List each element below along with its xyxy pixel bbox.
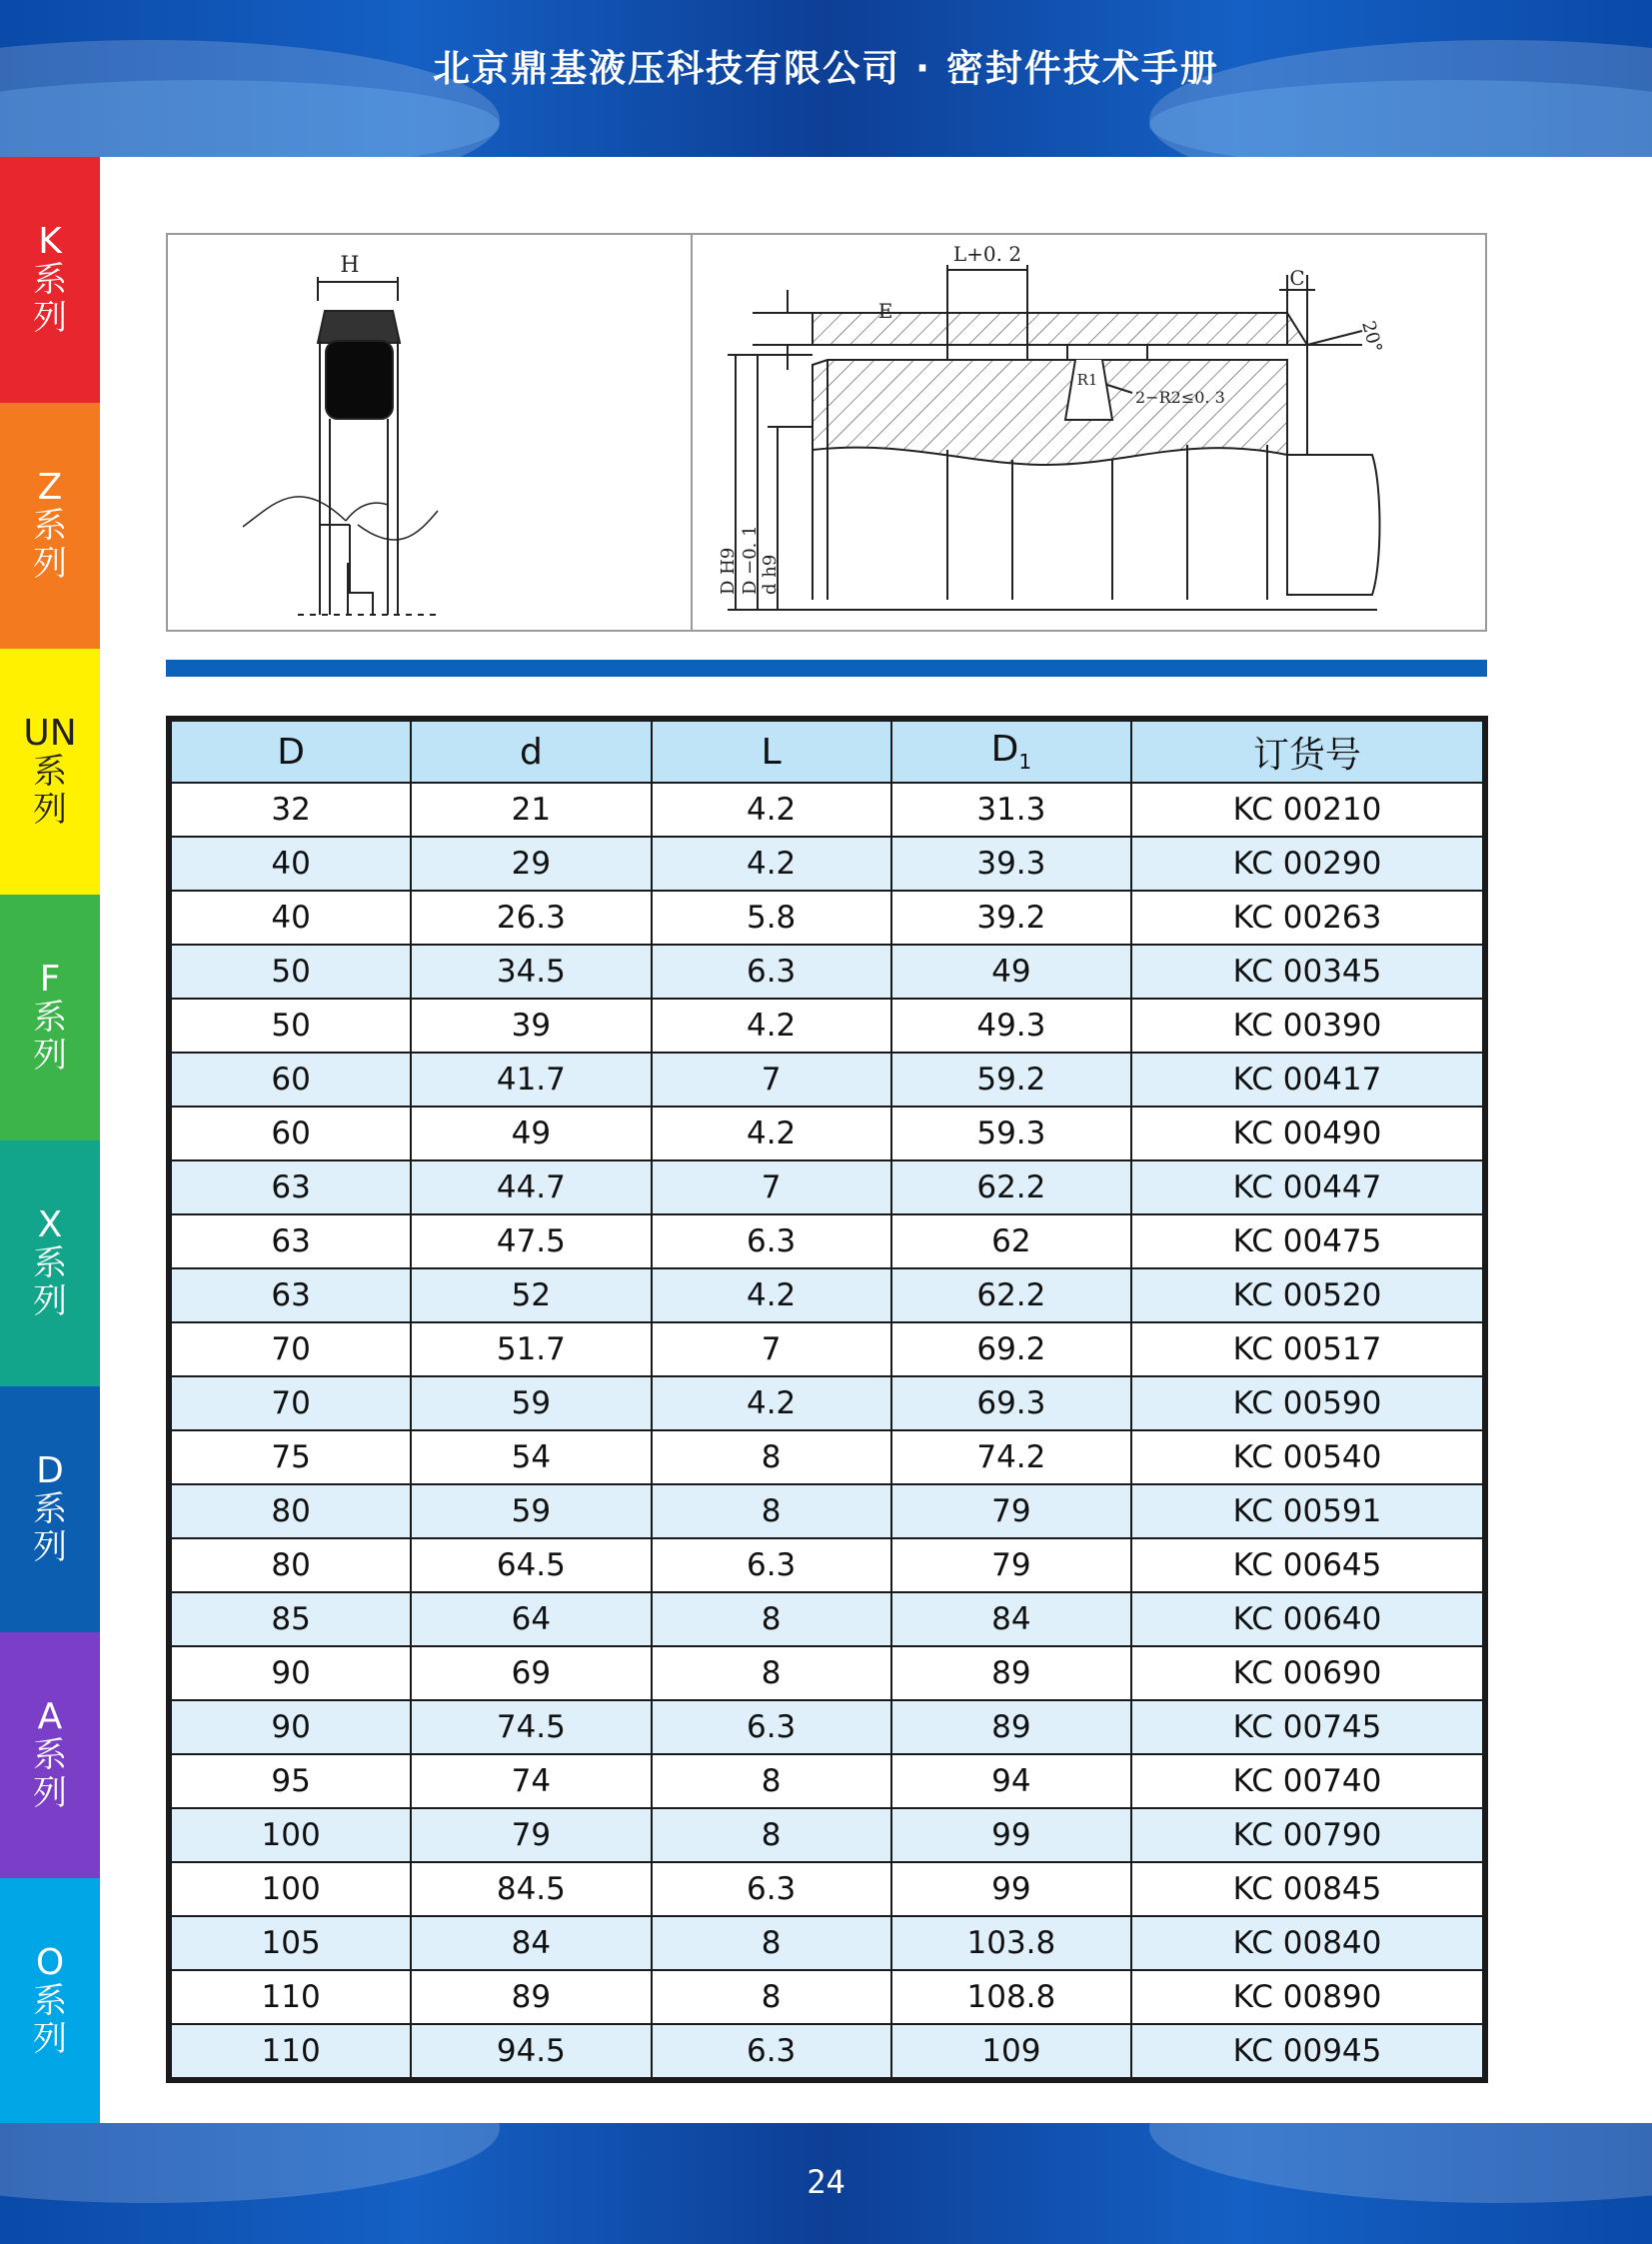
table-cell: 74.5 <box>411 1700 651 1754</box>
table-cell: 40 <box>171 837 411 891</box>
table-cell: 100 <box>171 1808 411 1862</box>
table-cell: 7 <box>652 1160 891 1214</box>
label-c: C <box>1289 266 1305 290</box>
table-row <box>171 1754 1483 1808</box>
table-cell: 47.5 <box>411 1214 651 1268</box>
tab-text-1: 系 <box>33 998 67 1038</box>
table-row <box>171 1107 1483 1160</box>
table-cell: 8 <box>652 1970 891 2024</box>
table-cell: 59 <box>411 1376 651 1430</box>
table-cell: 80 <box>171 1538 411 1592</box>
table-cell: 80 <box>171 1484 411 1538</box>
tab-text-2: 列 <box>33 544 67 584</box>
table-cell: 32 <box>171 783 411 837</box>
table-row <box>171 783 1483 837</box>
table-cell: 69 <box>411 1646 651 1700</box>
tab-text-1: 系 <box>33 1981 67 2021</box>
table-cell: KC 00447 <box>1131 1160 1483 1214</box>
table-row <box>171 1970 1483 2024</box>
table-cell: 60 <box>171 1107 411 1160</box>
table-cell: 44.7 <box>411 1160 651 1214</box>
table-cell: 41.7 <box>411 1053 651 1107</box>
table-cell: 75 <box>171 1430 411 1484</box>
table-cell: 39.3 <box>891 837 1131 891</box>
table-cell: 8 <box>652 1646 891 1700</box>
tab-letter: X <box>37 1204 63 1245</box>
page-header <box>0 0 1652 157</box>
label-r2: 2−R2≤0. 3 <box>1135 388 1225 407</box>
page-number: 24 <box>807 2163 845 2201</box>
table-cell: 79 <box>891 1484 1131 1538</box>
label-angle: 20° <box>1357 318 1386 356</box>
tab-text-2: 列 <box>33 790 67 830</box>
label-h: H <box>340 253 360 278</box>
table-cell: 62.2 <box>891 1268 1131 1322</box>
table-cell: 49 <box>411 1107 651 1160</box>
table-cell: 84.5 <box>411 1862 651 1916</box>
label-l: L+0. 2 <box>952 242 1022 266</box>
table-cell: 6.3 <box>652 1862 891 1916</box>
table-cell: 69.3 <box>891 1376 1131 1430</box>
table-cell: 51.7 <box>411 1322 651 1376</box>
tab-letter: F <box>39 959 61 1000</box>
table-cell: 90 <box>171 1700 411 1754</box>
table-cell: 4.2 <box>652 1376 891 1430</box>
table-cell: 105 <box>171 1916 411 1970</box>
table-cell: KC 00475 <box>1131 1214 1483 1268</box>
tab-letter: D <box>36 1450 64 1491</box>
drawing-svg <box>168 235 1487 632</box>
tab-letter: Z <box>37 467 63 508</box>
table-row <box>171 1700 1483 1754</box>
table-cell: 74.2 <box>891 1430 1131 1484</box>
table-row <box>171 1430 1483 1484</box>
table-cell: KC 00645 <box>1131 1538 1483 1592</box>
table-cell: KC 00591 <box>1131 1484 1483 1538</box>
table-cell: 59.3 <box>891 1107 1131 1160</box>
tab-text-1: 系 <box>33 260 67 300</box>
tab-text-1: 系 <box>33 1243 67 1283</box>
tab-text-2: 列 <box>33 1773 67 1813</box>
table-cell: 26.3 <box>411 891 651 945</box>
table-cell: 39 <box>411 999 651 1053</box>
table-cell: 90 <box>171 1646 411 1700</box>
table-cell: KC 00520 <box>1131 1268 1483 1322</box>
tab-k-series[interactable] <box>0 157 100 403</box>
table-cell: 89 <box>891 1646 1131 1700</box>
table-cell: 110 <box>171 1970 411 2024</box>
table-cell: 103.8 <box>891 1916 1131 1970</box>
table-cell: 4.2 <box>652 783 891 837</box>
table-cell: 108.8 <box>891 1970 1131 2024</box>
tab-text-1: 系 <box>33 1735 67 1775</box>
table-cell: 64.5 <box>411 1538 651 1592</box>
table-cell: 59.2 <box>891 1053 1131 1107</box>
tab-letter: UN <box>23 713 77 754</box>
table-cell: 6.3 <box>652 1538 891 1592</box>
table-cell: KC 00745 <box>1131 1700 1483 1754</box>
table-row <box>171 1862 1483 1916</box>
seal-technical-drawing <box>166 233 1487 632</box>
table-cell: KC 00845 <box>1131 1862 1483 1916</box>
table-cell: KC 00590 <box>1131 1376 1483 1430</box>
tab-text-2: 列 <box>33 1527 67 1567</box>
table-cell: 29 <box>411 837 651 891</box>
table-row <box>171 1053 1483 1107</box>
tab-f-series[interactable] <box>0 895 100 1140</box>
table-cell: 49 <box>891 945 1131 999</box>
table-row <box>171 1376 1483 1430</box>
table-cell: 8 <box>652 1484 891 1538</box>
table-cell: 6.3 <box>652 1214 891 1268</box>
table-row <box>171 2024 1483 2078</box>
table-cell: KC 00640 <box>1131 1592 1483 1646</box>
table-row <box>171 891 1483 945</box>
table-cell: 70 <box>171 1322 411 1376</box>
tab-text-2: 列 <box>33 2019 67 2059</box>
table-cell: 109 <box>891 2024 1131 2078</box>
table-cell: 89 <box>891 1700 1131 1754</box>
table-cell: KC 00945 <box>1131 2024 1483 2078</box>
table-cell: 84 <box>411 1916 651 1970</box>
page-footer <box>0 2123 1652 2244</box>
table-cell: 8 <box>652 1430 891 1484</box>
table-cell: 8 <box>652 1592 891 1646</box>
tab-text-2: 列 <box>33 298 67 338</box>
table-cell: 39.2 <box>891 891 1131 945</box>
table-row <box>171 1484 1483 1538</box>
table-row <box>171 945 1483 999</box>
table-cell: KC 00490 <box>1131 1107 1483 1160</box>
table-row <box>171 1160 1483 1214</box>
table-row <box>171 1214 1483 1268</box>
table-cell: KC 00890 <box>1131 1970 1483 2024</box>
table-cell: KC 00690 <box>1131 1646 1483 1700</box>
series-sidebar <box>0 157 100 2156</box>
table-cell: 100 <box>171 1862 411 1916</box>
seal-profile <box>243 277 438 615</box>
table-cell: 84 <box>891 1592 1131 1646</box>
table-row <box>171 1808 1483 1862</box>
table-cell: 8 <box>652 1808 891 1862</box>
table-cell: 64 <box>411 1592 651 1646</box>
header-d-rod: d <box>411 721 651 783</box>
table-row <box>171 1322 1483 1376</box>
tab-text-1: 系 <box>33 506 67 546</box>
table-row <box>171 1916 1483 1970</box>
dimension-table <box>166 716 1488 2083</box>
table-row <box>171 837 1483 891</box>
table-cell: KC 00290 <box>1131 837 1483 891</box>
header-d-bore: D <box>171 721 411 783</box>
label-d-small: d h9 <box>760 554 781 595</box>
tab-x-series[interactable] <box>0 1140 100 1386</box>
table-cell: 6.3 <box>652 2024 891 2078</box>
table-cell: KC 00840 <box>1131 1916 1483 1970</box>
groove-assembly <box>728 265 1380 610</box>
table-cell: 4.2 <box>652 1268 891 1322</box>
table-cell: 63 <box>171 1160 411 1214</box>
table-cell: KC 00417 <box>1131 1053 1483 1107</box>
header-l: L <box>652 721 891 783</box>
tab-a-series[interactable] <box>0 1632 100 1878</box>
table-cell: 31.3 <box>891 783 1131 837</box>
label-r1: R1 <box>1076 371 1098 389</box>
table-cell: 34.5 <box>411 945 651 999</box>
table-cell: 89 <box>411 1970 651 2024</box>
table-cell: KC 00517 <box>1131 1322 1483 1376</box>
tab-text-1: 系 <box>33 1489 67 1529</box>
table-cell: KC 00740 <box>1131 1754 1483 1808</box>
tab-z-series[interactable] <box>0 403 100 649</box>
table-body <box>171 783 1483 2078</box>
tab-letter: O <box>35 1942 65 1983</box>
tab-text-2: 列 <box>33 1036 67 1076</box>
table-header-row <box>171 721 1483 783</box>
tab-letter: A <box>37 1696 63 1737</box>
table-cell: 4.2 <box>652 1107 891 1160</box>
tab-letter: K <box>38 221 62 262</box>
table-cell: 94 <box>891 1754 1131 1808</box>
table-cell: 6.3 <box>652 945 891 999</box>
table-cell: 62 <box>891 1214 1131 1268</box>
table-cell: 52 <box>411 1268 651 1322</box>
table-cell: 79 <box>411 1808 651 1862</box>
table-cell: KC 00540 <box>1131 1430 1483 1484</box>
tab-d-series[interactable] <box>0 1386 100 1632</box>
tab-un-series[interactable] <box>0 649 100 895</box>
table-row <box>171 1268 1483 1322</box>
header-title: 北京鼎基液压科技有限公司 · 密封件技术手册 <box>433 47 1219 90</box>
tab-o-series[interactable] <box>0 1878 100 2124</box>
table-cell: 95 <box>171 1754 411 1808</box>
tab-text-1: 系 <box>33 752 67 792</box>
table-cell: 8 <box>652 1916 891 1970</box>
table-cell: 21 <box>411 783 651 837</box>
label-dh9: D H9 <box>718 547 739 595</box>
table-cell: 69.2 <box>891 1322 1131 1376</box>
table-cell: 40 <box>171 891 411 945</box>
table-cell: 7 <box>652 1053 891 1107</box>
label-d01: D −0. 1 <box>740 525 761 595</box>
table-cell: 49.3 <box>891 999 1131 1053</box>
table-cell: 74 <box>411 1754 651 1808</box>
label-e: E <box>877 299 893 323</box>
table-cell: 5.8 <box>652 891 891 945</box>
table-cell: KC 00790 <box>1131 1808 1483 1862</box>
table-cell: 60 <box>171 1053 411 1107</box>
table-cell: KC 00390 <box>1131 999 1483 1053</box>
table-cell: 63 <box>171 1214 411 1268</box>
table-cell: 6.3 <box>652 1700 891 1754</box>
table-cell: KC 00210 <box>1131 783 1483 837</box>
table-cell: 79 <box>891 1538 1131 1592</box>
table-cell: 4.2 <box>652 837 891 891</box>
table-cell: 59 <box>411 1484 651 1538</box>
table-cell: 99 <box>891 1862 1131 1916</box>
table-cell: KC 00263 <box>1131 891 1483 945</box>
table-row <box>171 999 1483 1053</box>
table-cell: 50 <box>171 945 411 999</box>
table-cell: 4.2 <box>652 999 891 1053</box>
tab-text-2: 列 <box>33 1281 67 1321</box>
table-cell: 8 <box>652 1754 891 1808</box>
section-divider-bar <box>166 660 1487 677</box>
table-cell: 50 <box>171 999 411 1053</box>
table-cell: 110 <box>171 2024 411 2078</box>
table-cell: 63 <box>171 1268 411 1322</box>
table-cell: 54 <box>411 1430 651 1484</box>
table-row <box>171 1646 1483 1700</box>
table-cell: 62.2 <box>891 1160 1131 1214</box>
table-cell: KC 00345 <box>1131 945 1483 999</box>
table-cell: 85 <box>171 1592 411 1646</box>
table-cell: 99 <box>891 1808 1131 1862</box>
table-row <box>171 1592 1483 1646</box>
header-d1: $D_1$ <box>891 721 1131 783</box>
table-row <box>171 1538 1483 1592</box>
table-cell: 94.5 <box>411 2024 651 2078</box>
table-cell: 70 <box>171 1376 411 1430</box>
header-order-number: 订货号 <box>1131 721 1483 783</box>
table-cell: 7 <box>652 1322 891 1376</box>
